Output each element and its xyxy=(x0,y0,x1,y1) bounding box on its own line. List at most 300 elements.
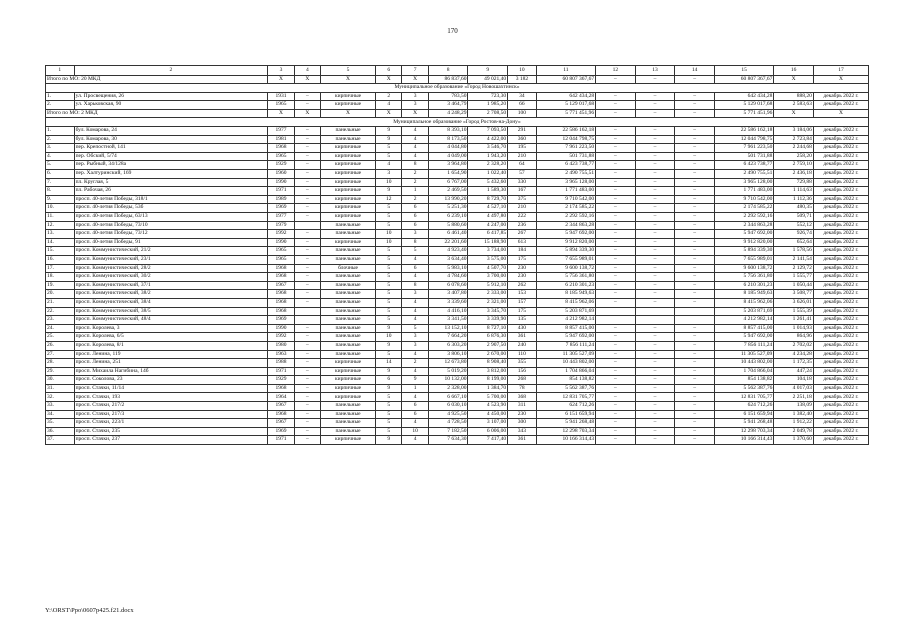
table-cell: 138,09 xyxy=(774,402,814,411)
table-cell: – xyxy=(675,255,715,264)
table-cell: – xyxy=(596,204,636,213)
total-cell: 49 021,40 xyxy=(468,75,508,84)
table-cell: 57 xyxy=(508,170,537,179)
table-cell: 1960 xyxy=(268,170,294,179)
table-row xyxy=(46,144,869,153)
table-cell: кирпичные xyxy=(321,92,376,101)
total-cell: X xyxy=(294,75,320,84)
table-cell: декабрь 2022 г. xyxy=(813,281,868,290)
table-cell: – xyxy=(596,230,636,239)
table-cell: декабрь 2022 г. xyxy=(813,264,868,273)
table-cell: декабрь 2022 г. xyxy=(813,204,868,213)
table-cell: 7 664,20 xyxy=(428,333,468,342)
table-cell: 4 xyxy=(402,127,428,136)
table-cell: 3 734,00 xyxy=(468,247,508,256)
table-cell: 34. xyxy=(46,410,75,419)
table-cell: 175 xyxy=(508,307,537,316)
table-cell: – xyxy=(596,101,636,110)
column-number-cell: 8 xyxy=(428,66,468,76)
table-cell: – xyxy=(596,170,636,179)
table-cell: декабрь 2022 г. xyxy=(813,436,868,445)
table-cell: бул. Комарова, 30 xyxy=(74,135,268,144)
table-cell: – xyxy=(294,298,320,307)
total-row xyxy=(46,109,869,118)
table-cell: 66 xyxy=(508,101,537,110)
table-cell: 3 184,06 xyxy=(774,127,814,136)
table-cell: кирпичные xyxy=(321,213,376,222)
table-cell: 4 234,28 xyxy=(774,350,814,359)
table-cell: – xyxy=(596,144,636,153)
table-cell: 10 443 802,00 xyxy=(714,359,773,368)
table-row xyxy=(46,384,869,393)
table-cell: декабрь 2022 г. xyxy=(813,178,868,187)
table-cell: 6 078,60 xyxy=(428,281,468,290)
table-cell: 5 941 268,48 xyxy=(714,419,773,428)
table-cell: 14 xyxy=(376,359,402,368)
table-cell: – xyxy=(635,178,675,187)
table-cell: 5 756 361,80 xyxy=(536,273,595,282)
table-cell: 8 173,50 xyxy=(428,135,468,144)
table-cell: 5 xyxy=(376,281,402,290)
column-number-cell: 7 xyxy=(402,66,428,76)
table-cell: 4 784,60 xyxy=(428,273,468,282)
table-cell: – xyxy=(294,204,320,213)
table-cell: 4 450,00 xyxy=(468,410,508,419)
table-cell: декабрь 2022 г. xyxy=(813,359,868,368)
table-cell: – xyxy=(675,341,715,350)
table-cell: 17. xyxy=(46,264,75,273)
table-cell: 1965 xyxy=(268,152,294,161)
table-cell: 6 210 301,23 xyxy=(714,281,773,290)
table-cell: 240 xyxy=(508,341,537,350)
table-cell: 2 583,63 xyxy=(774,101,814,110)
table-row xyxy=(46,187,869,196)
table-cell: 3 407,80 xyxy=(428,290,468,299)
column-number-cell: 12 xyxy=(596,66,636,76)
table-row xyxy=(46,341,869,350)
table-cell: декабрь 2022 г. xyxy=(813,101,868,110)
table-cell: – xyxy=(675,427,715,436)
table-cell: 6 461,40 xyxy=(428,230,468,239)
table-cell: 9 600 138,72 xyxy=(536,264,595,273)
table-cell: 6 151 659,94 xyxy=(536,410,595,419)
table-cell: – xyxy=(294,436,320,445)
table-cell: 1929 xyxy=(268,161,294,170)
table-cell: 22 201,60 xyxy=(428,238,468,247)
table-cell: декабрь 2022 г. xyxy=(813,393,868,402)
table-cell: 30. xyxy=(46,376,75,385)
table-row xyxy=(46,427,869,436)
table-cell: пл. Рабочая, 26 xyxy=(74,187,268,196)
table-cell: 1979 xyxy=(268,221,294,230)
table-cell: кирпичные xyxy=(321,359,376,368)
table-cell: панельные xyxy=(321,307,376,316)
table-cell: кирпичные xyxy=(321,195,376,204)
table-cell: 1. xyxy=(46,92,75,101)
table-row xyxy=(46,221,869,230)
table-cell: 3 626,01 xyxy=(774,298,814,307)
table-cell: – xyxy=(596,402,636,411)
table-cell: декабрь 2022 г. xyxy=(813,127,868,136)
table-cell: – xyxy=(294,101,320,110)
column-number-cell: 9 xyxy=(468,66,508,76)
table-cell: 1 578,56 xyxy=(774,247,814,256)
table-cell: 5 203 871,69 xyxy=(536,307,595,316)
table-cell: 2 723,84 xyxy=(774,135,814,144)
table-cell: – xyxy=(635,230,675,239)
table-cell: – xyxy=(675,195,715,204)
table-cell: – xyxy=(675,92,715,101)
table-cell: – xyxy=(675,161,715,170)
table-cell: 18. xyxy=(46,273,75,282)
table-row xyxy=(46,367,869,376)
table-cell: – xyxy=(596,324,636,333)
table-cell: блочные xyxy=(321,264,376,273)
total-label: Итого по МО: 2 МКД xyxy=(46,109,268,118)
table-cell: – xyxy=(635,384,675,393)
table-cell: декабрь 2022 г. xyxy=(813,307,868,316)
table-cell: 3 806,10 xyxy=(428,350,468,359)
table-cell: – xyxy=(294,161,320,170)
table-cell: 4 212 982,14 xyxy=(714,316,773,325)
total-cell: 100 xyxy=(508,109,537,118)
table-cell: кирпичные xyxy=(321,152,376,161)
table-cell: 12 298 703,34 xyxy=(714,427,773,436)
table-cell: кирпичные xyxy=(321,393,376,402)
table-cell: – xyxy=(294,281,320,290)
table-cell: 8 727,10 xyxy=(468,324,508,333)
table-cell: 8 415 962,06 xyxy=(714,298,773,307)
table-cell: – xyxy=(294,324,320,333)
table-cell: – xyxy=(675,135,715,144)
table-cell: 8 199,00 xyxy=(468,376,508,385)
table-cell: 7 182,50 xyxy=(428,427,468,436)
table-cell: 5 756 361,80 xyxy=(714,273,773,282)
table-cell: просп. Стачки, 235 xyxy=(74,427,268,436)
table-cell: 1 704 866,04 xyxy=(536,367,595,376)
table-cell: просп. Коммунистический, 28/2 xyxy=(74,264,268,273)
table-cell: 8 185 949,63 xyxy=(714,290,773,299)
table-cell: – xyxy=(675,436,715,445)
table-cell: просп. Стачки, 11/14 xyxy=(74,384,268,393)
total-cell: X xyxy=(813,75,868,84)
table-cell: 501 731,88 xyxy=(536,152,595,161)
table-cell: – xyxy=(294,213,320,222)
table-cell: 4 xyxy=(402,367,428,376)
table-cell: 5 xyxy=(376,152,402,161)
table-cell: ул. Просвещения, 26 xyxy=(74,92,268,101)
table-cell: просп. Стачки, 193 xyxy=(74,393,268,402)
table-cell: 3 341,50 xyxy=(428,316,468,325)
table-cell: – xyxy=(635,264,675,273)
table-cell: 5 xyxy=(376,204,402,213)
table-row xyxy=(46,290,869,299)
table-cell: 1971 xyxy=(268,367,294,376)
table-cell: – xyxy=(675,333,715,342)
table-cell xyxy=(294,316,320,325)
table-cell: 64 xyxy=(508,161,537,170)
table-cell: 652,64 xyxy=(774,238,814,247)
table-cell: 10 xyxy=(402,427,428,436)
total-cell: 60 807 367,67 xyxy=(536,75,595,84)
table-cell: 4 xyxy=(376,161,402,170)
table-cell: – xyxy=(294,384,320,393)
table-cell: 3 345,70 xyxy=(468,307,508,316)
table-cell: 1968 xyxy=(268,264,294,273)
table-cell: 5 251,30 xyxy=(428,204,468,213)
table-cell: 1 382,40 xyxy=(774,410,814,419)
table-cell: бул. Комарова, 24 xyxy=(74,127,268,136)
table-cell: 1 xyxy=(402,384,428,393)
table-cell: 361 xyxy=(508,333,537,342)
table-cell: 4 xyxy=(402,393,428,402)
table-cell: 1 771 483,00 xyxy=(714,187,773,196)
table-cell: 7 856 111,24 xyxy=(536,341,595,350)
table-cell: 1 xyxy=(402,187,428,196)
table-cell: 355 xyxy=(508,359,537,368)
table-cell: 16. xyxy=(46,255,75,264)
table-cell: 20. xyxy=(46,290,75,299)
table-cell: 3 xyxy=(402,230,428,239)
table-cell: панельные xyxy=(321,316,376,325)
table-cell: – xyxy=(294,255,320,264)
table-row xyxy=(46,204,869,213)
table-cell: ул. Харьковская, 90 xyxy=(74,101,268,110)
table-cell: – xyxy=(675,273,715,282)
table-cell: 236 xyxy=(508,221,537,230)
table-cell: 1992 xyxy=(268,333,294,342)
table-cell: – xyxy=(596,367,636,376)
total-row xyxy=(46,75,869,84)
table-cell: просп. Стачки, 217/2 xyxy=(74,402,268,411)
total-cell: – xyxy=(596,75,636,84)
table-cell: 7 961 223,50 xyxy=(536,144,595,153)
table-cell: 10 xyxy=(376,230,402,239)
table-cell: декабрь 2022 г. xyxy=(813,255,868,264)
table-cell: 5 xyxy=(376,273,402,282)
table-cell: 1968 xyxy=(268,298,294,307)
table-cell: 9 xyxy=(376,341,402,350)
table-cell: 5 947 692,00 xyxy=(714,333,773,342)
table-cell: 3 xyxy=(376,170,402,179)
column-number-cell: 6 xyxy=(376,66,402,76)
table-cell: – xyxy=(635,298,675,307)
table-row xyxy=(46,264,869,273)
table-cell: декабрь 2022 г. xyxy=(813,384,868,393)
table-cell: – xyxy=(675,144,715,153)
table-cell: – xyxy=(596,384,636,393)
table-cell: 23. xyxy=(46,316,75,325)
table-cell: 10 443 802,00 xyxy=(536,359,595,368)
table-cell: 9 710 542,00 xyxy=(536,195,595,204)
table-cell: кирпичные xyxy=(321,376,376,385)
table-cell: декабрь 2022 г. xyxy=(813,247,868,256)
table-row xyxy=(46,281,869,290)
table-cell: 1 985,20 xyxy=(468,101,508,110)
table-cell: просп. Королева, 3 xyxy=(74,324,268,333)
table-row xyxy=(46,178,869,187)
table-cell: 1990 xyxy=(268,324,294,333)
table-cell: – xyxy=(596,238,636,247)
table-cell: 5 xyxy=(376,402,402,411)
table-cell: – xyxy=(294,273,320,282)
table-cell: 1971 xyxy=(268,187,294,196)
table-cell: декабрь 2022 г. xyxy=(813,367,868,376)
table-cell: 5 129 017,68 xyxy=(536,101,595,110)
table-cell: просп. Коммунистический, 30/2 xyxy=(74,273,268,282)
table-cell: 5. xyxy=(46,161,75,170)
table-cell: декабрь 2022 г. xyxy=(813,152,868,161)
table-row xyxy=(46,376,869,385)
table-cell: – xyxy=(596,410,636,419)
table-cell: 5 xyxy=(376,290,402,299)
table-cell: – xyxy=(635,350,675,359)
table-cell xyxy=(635,316,675,325)
table-cell: 12 298 703,34 xyxy=(536,427,595,436)
table-cell: 230 xyxy=(508,273,537,282)
table-cell: 1988 xyxy=(268,359,294,368)
table-cell: 5 562 387,76 xyxy=(714,384,773,393)
table-cell: – xyxy=(635,144,675,153)
table-cell: 6 006,00 xyxy=(468,427,508,436)
table-cell: панельные xyxy=(321,290,376,299)
table-cell: декабрь 2022 г. xyxy=(813,324,868,333)
table-row xyxy=(46,152,869,161)
table-cell: 21. xyxy=(46,298,75,307)
table-cell: 1 261,41 xyxy=(774,316,814,325)
table-row xyxy=(46,230,869,239)
table-cell: – xyxy=(635,101,675,110)
total-cell: 5 771 451,96 xyxy=(536,109,595,118)
table-cell: – xyxy=(294,238,320,247)
table-cell: 3 339,60 xyxy=(428,298,468,307)
table-cell: 926,74 xyxy=(774,230,814,239)
table-cell: 12 044 798,75 xyxy=(714,135,773,144)
table-cell: – xyxy=(294,127,320,136)
table-cell: 13 990,20 xyxy=(428,195,468,204)
table-cell: – xyxy=(635,161,675,170)
table-row xyxy=(46,161,869,170)
table-cell: 2 328,20 xyxy=(468,161,508,170)
table-cell: – xyxy=(294,376,320,385)
table-row xyxy=(46,247,869,256)
table-cell: 6 423 738,77 xyxy=(714,161,773,170)
table-cell: – xyxy=(294,247,320,256)
table-cell: 2 759,10 xyxy=(774,161,814,170)
table-cell: 9 xyxy=(376,324,402,333)
table-cell: 157 xyxy=(508,298,537,307)
table-cell xyxy=(675,316,715,325)
table-cell: 2 xyxy=(402,178,428,187)
table-cell: – xyxy=(675,376,715,385)
table-cell: 783,50 xyxy=(428,92,468,101)
table-cell: 1968 xyxy=(268,144,294,153)
table-cell: – xyxy=(635,195,675,204)
table-cell: 5 xyxy=(376,427,402,436)
table-cell: 624 712,26 xyxy=(714,402,773,411)
table-cell: 6 xyxy=(402,410,428,419)
table-cell: декабрь 2022 г. xyxy=(813,350,868,359)
table-cell: 1 704 866,04 xyxy=(714,367,773,376)
table-cell: 1971 xyxy=(268,436,294,445)
table-cell: – xyxy=(675,393,715,402)
table-cell: – xyxy=(596,213,636,222)
table-cell: 7 417,40 xyxy=(468,436,508,445)
table-cell: 4 422,00 xyxy=(468,135,508,144)
table-cell: 642 434,28 xyxy=(536,92,595,101)
column-number-cell: 10 xyxy=(508,66,537,76)
table-cell: 12 044 798,75 xyxy=(536,135,595,144)
table-cell: 6 423 738,77 xyxy=(536,161,595,170)
table-cell: 36. xyxy=(46,427,75,436)
table-cell: 9 912 820,00 xyxy=(536,238,595,247)
table-cell: 35. xyxy=(46,419,75,428)
table-cell: 2 049,78 xyxy=(774,427,814,436)
table-cell: 430 xyxy=(508,324,537,333)
table-cell: панельные xyxy=(321,341,376,350)
table-cell: просп. 40-летия Победы, 73/10 xyxy=(74,221,268,230)
total-cell: 4 248,29 xyxy=(428,109,468,118)
table-row xyxy=(46,170,869,179)
table-cell: 3 xyxy=(402,333,428,342)
table-cell: панельные xyxy=(321,127,376,136)
table-cell: – xyxy=(675,247,715,256)
column-number-cell: 17 xyxy=(813,66,868,76)
table-cell: – xyxy=(635,221,675,230)
table-cell: 4 212 982,14 xyxy=(536,316,595,325)
table-cell: – xyxy=(635,427,675,436)
table-cell: 9 xyxy=(376,187,402,196)
table-cell: – xyxy=(675,127,715,136)
table-cell: 1969 xyxy=(268,316,294,325)
table-cell: 6. xyxy=(46,170,75,179)
table-cell: просп. Ленина, 119 xyxy=(74,350,268,359)
table-cell: кирпичные xyxy=(321,436,376,445)
table-cell: декабрь 2022 г. xyxy=(813,376,868,385)
section-heading-row xyxy=(46,84,869,93)
table-row xyxy=(46,255,869,264)
table-cell: декабрь 2022 г. xyxy=(813,298,868,307)
table-cell: 3 508,77 xyxy=(774,290,814,299)
table-cell: 1964 xyxy=(268,393,294,402)
table-cell: 5 432,60 xyxy=(468,178,508,187)
table-cell: 5 941 268,48 xyxy=(536,419,595,428)
table-cell: 184 xyxy=(508,247,537,256)
table-cell: 1. xyxy=(46,127,75,136)
table-cell: 19. xyxy=(46,281,75,290)
table-cell: – xyxy=(635,135,675,144)
table-cell: 375 xyxy=(508,195,537,204)
table-row xyxy=(46,393,869,402)
table-cell: 8 393,10 xyxy=(428,127,468,136)
table-cell: 2 xyxy=(376,92,402,101)
table-cell: 4 xyxy=(402,144,428,153)
table-cell: 5 xyxy=(376,393,402,402)
table-cell: 6 210 301,23 xyxy=(536,281,595,290)
table-cell: 3 812,00 xyxy=(468,367,508,376)
table-cell: просп. Соколова, 23 xyxy=(74,376,268,385)
footer-path: Y:\ORST\Ppo\0607p425.f21.docx xyxy=(45,607,134,614)
table-cell: панельные xyxy=(321,419,376,428)
table-cell: – xyxy=(635,273,675,282)
table-cell: декабрь 2022 г. xyxy=(813,144,868,153)
table-cell: 267 xyxy=(508,230,537,239)
table-cell: – xyxy=(596,178,636,187)
table-cell: 10 xyxy=(376,178,402,187)
total-label: Итого по МО: 20 МКД xyxy=(46,75,268,84)
table-cell: – xyxy=(635,247,675,256)
table-cell: – xyxy=(635,290,675,299)
